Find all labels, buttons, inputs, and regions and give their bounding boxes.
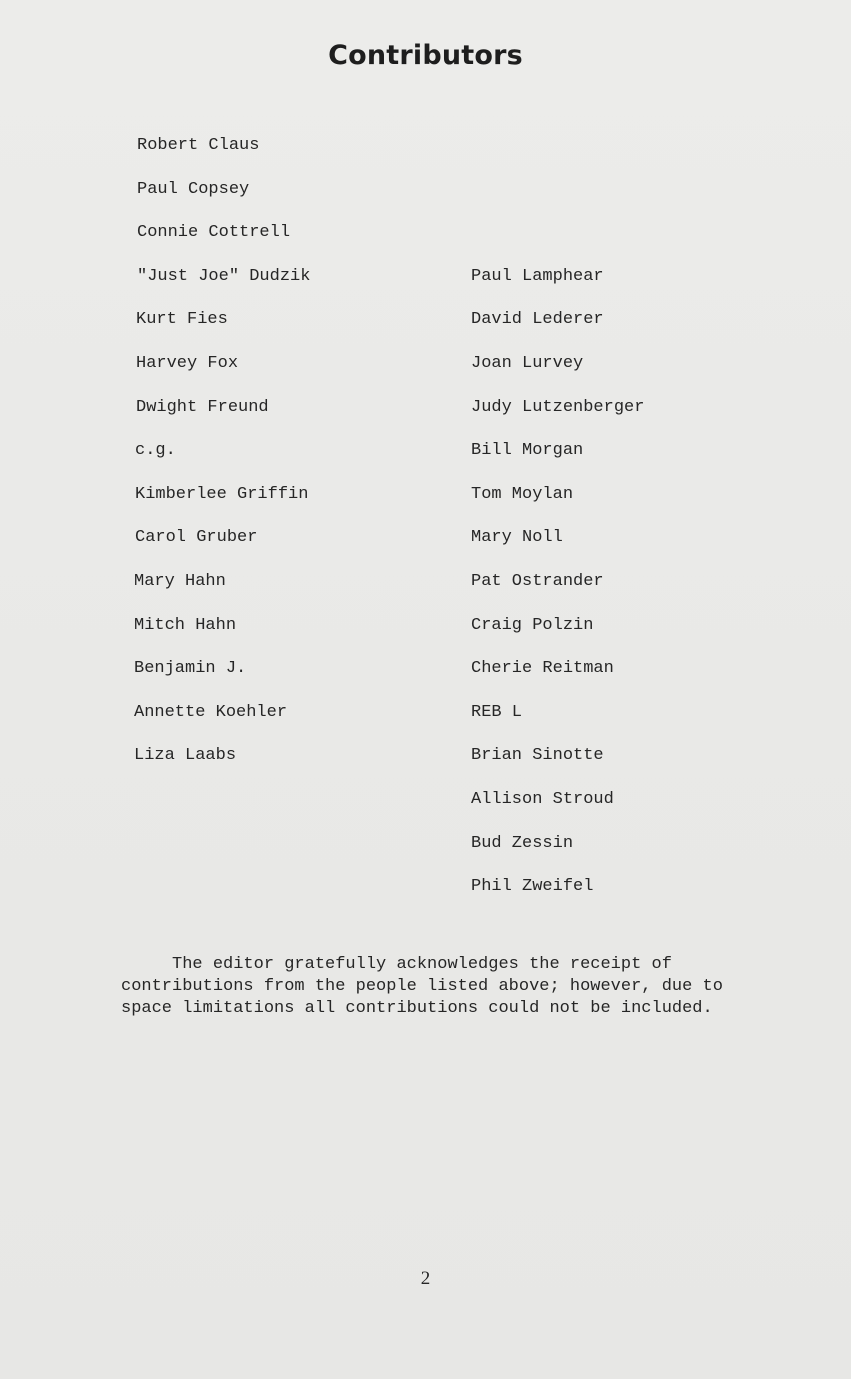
contributor-name: Mary Hahn bbox=[134, 572, 226, 591]
contributor-name: Judy Lutzenberger bbox=[471, 397, 645, 417]
contributor-name: Tom Moylan bbox=[471, 484, 574, 504]
contributor-name: Bill Morgan bbox=[471, 441, 584, 461]
contributor-name: Dwight Freund bbox=[136, 397, 269, 417]
contributor-name: Pat Ostrander bbox=[471, 572, 604, 591]
contributor-name: Paul Lamphear bbox=[471, 266, 604, 286]
contributor-name: Mitch Hahn bbox=[134, 615, 237, 635]
contributor-name: Annette Koehler bbox=[134, 702, 288, 722]
acknowledgement-line: The editor gratefully acknowledges the receipt of bbox=[121, 955, 672, 974]
contributor-name: Robert Claus bbox=[137, 136, 260, 155]
contributor-name: Brian Sinotte bbox=[471, 746, 604, 766]
acknowledgement-line: space limitations all contributions could not be included. bbox=[121, 999, 713, 1018]
contributor-name: Paul Copsey bbox=[137, 179, 250, 199]
contributor-name: Phil Zweifel bbox=[471, 877, 594, 897]
contributor-name: "Just Joe" Dudzik bbox=[137, 266, 311, 286]
contributor-name: Joan Lurvey bbox=[471, 354, 584, 373]
contributor-name: Connie Cottrell bbox=[137, 223, 291, 243]
acknowledgement-line: contributions from the people listed above; however, due to bbox=[121, 977, 723, 996]
contributor-name: Allison Stroud bbox=[471, 790, 614, 809]
contributor-name: REB L bbox=[471, 702, 523, 722]
page-number: 2 bbox=[420, 1268, 431, 1289]
acknowledgement-paragraph bbox=[121, 954, 781, 1020]
page-title: Contributors bbox=[328, 40, 523, 71]
contributor-name: David Lederer bbox=[471, 310, 604, 330]
contributor-name: Harvey Fox bbox=[136, 354, 239, 373]
contributor-name: c.g. bbox=[135, 441, 176, 461]
contributor-name: Kurt Fies bbox=[136, 310, 228, 330]
contributor-name: Carol Gruber bbox=[135, 528, 258, 548]
contributor-name: Cherie Reitman bbox=[471, 659, 614, 679]
contributor-name: Benjamin J. bbox=[134, 659, 247, 679]
contributor-name: Liza Laabs bbox=[134, 746, 237, 766]
contributor-name: Mary Noll bbox=[471, 528, 563, 548]
contributor-name: Kimberlee Griffin bbox=[135, 484, 309, 504]
contributor-name: Craig Polzin bbox=[471, 615, 594, 635]
contributor-name: Bud Zessin bbox=[471, 833, 574, 853]
